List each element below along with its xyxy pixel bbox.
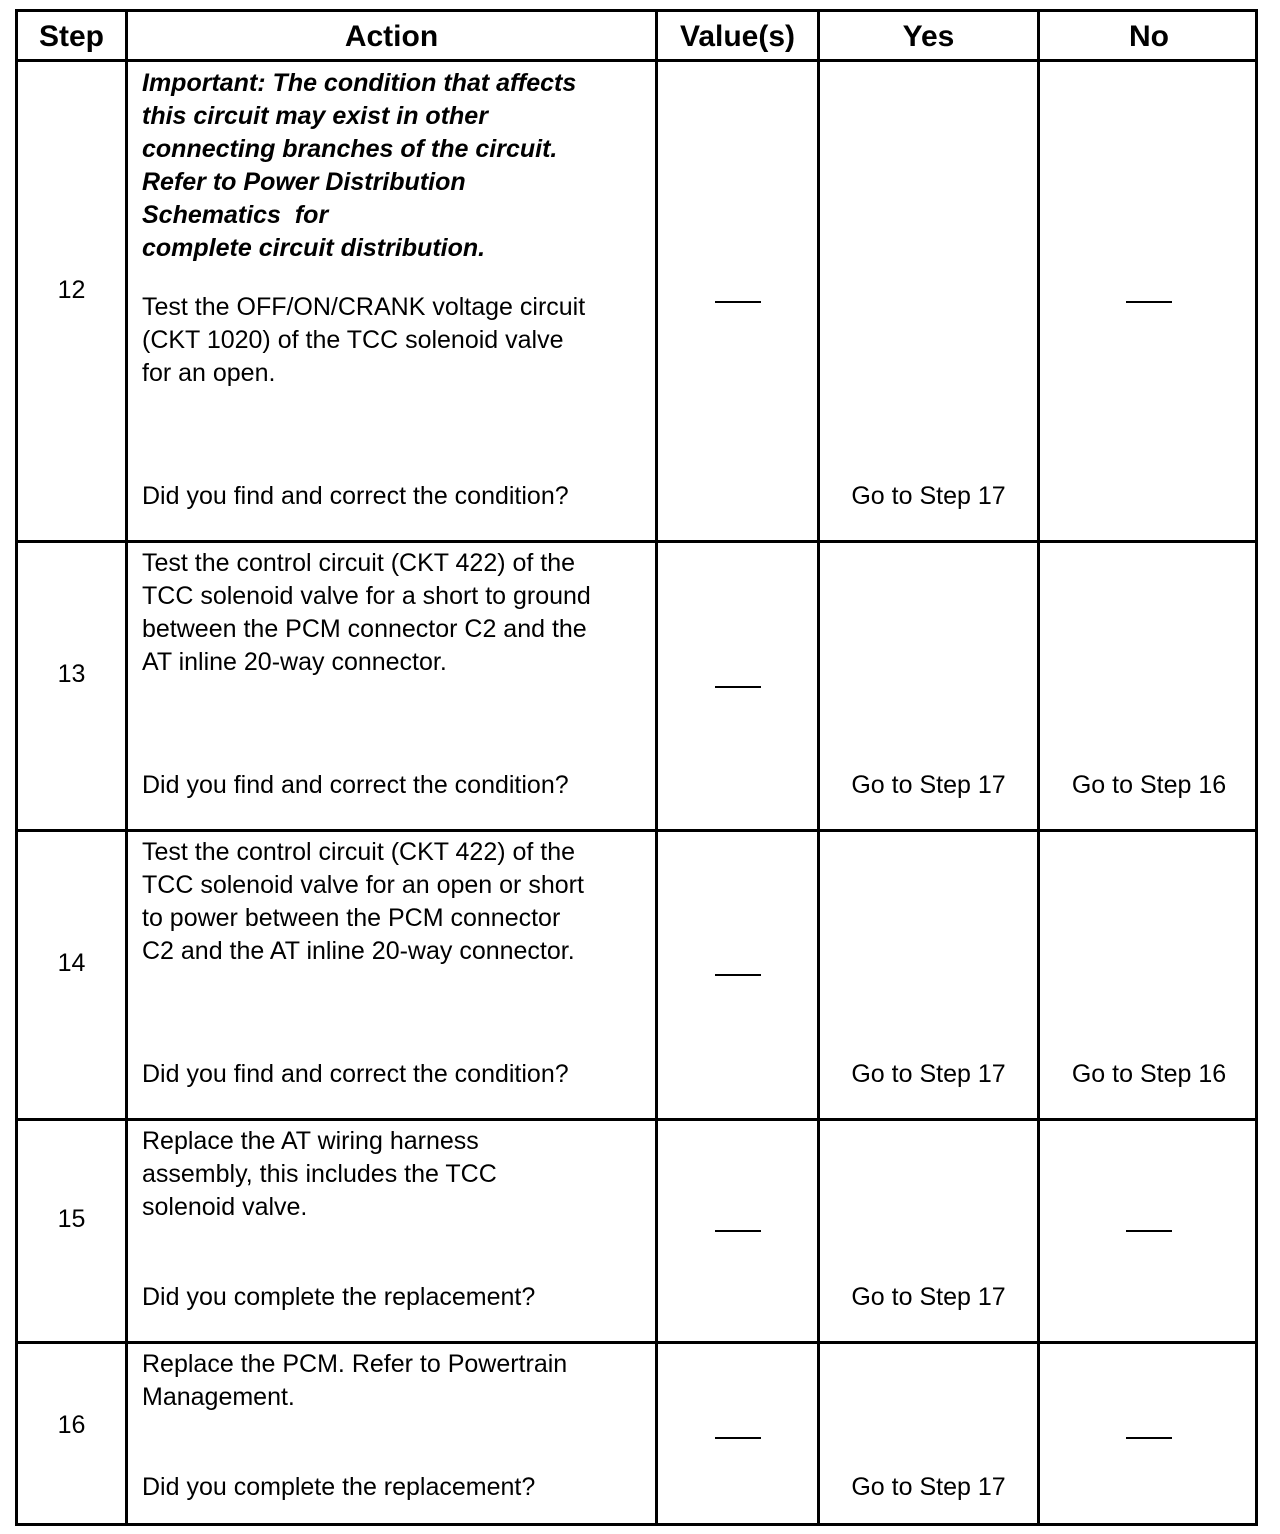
step-number: 15 <box>57 1205 86 1233</box>
header-values: Value(s) <box>679 20 796 53</box>
no-empty-dash <box>1126 1230 1172 1232</box>
value-empty-dash <box>715 1437 761 1439</box>
step-number: 13 <box>57 660 86 688</box>
column-divider <box>1037 12 1040 1523</box>
row-divider <box>18 829 1255 832</box>
yes-outcome: Go to Step 17 <box>851 771 1006 799</box>
diagnostic-table <box>15 9 1258 1526</box>
row-divider <box>18 1341 1255 1344</box>
no-outcome: Go to Step 16 <box>1071 771 1227 799</box>
action-question: Did you complete the replacement? <box>142 1283 536 1311</box>
action-text: Test the control circuit (CKT 422) of the TCC solenoid valve for a short to ground between the PCM connector C2 and the AT inline 20-way connector. <box>142 549 591 676</box>
header-action: Action <box>344 20 439 53</box>
value-empty-dash <box>715 974 761 976</box>
action-question: Did you find and correct the condition? <box>142 482 569 510</box>
column-divider <box>125 12 128 1523</box>
value-empty-dash <box>715 301 761 303</box>
no-empty-dash <box>1126 1437 1172 1439</box>
action-text: Replace the AT wiring harness assembly, this includes the TCC solenoid valve. <box>142 1127 497 1221</box>
no-empty-dash <box>1126 301 1172 303</box>
row-divider <box>18 540 1255 543</box>
header-yes: Yes <box>902 20 955 53</box>
yes-outcome: Go to Step 17 <box>851 1283 1006 1311</box>
value-empty-dash <box>715 686 761 688</box>
row-divider <box>18 1118 1255 1121</box>
yes-outcome: Go to Step 17 <box>851 1060 1006 1088</box>
no-outcome: Go to Step 16 <box>1071 1060 1227 1088</box>
action-question: Did you complete the replacement? <box>142 1473 536 1501</box>
value-empty-dash <box>715 1230 761 1232</box>
header-step: Step <box>38 20 104 53</box>
yes-outcome: Go to Step 17 <box>851 482 1006 510</box>
action-text: Test the OFF/ON/CRANK voltage circuit (CKT 1020) of the TCC solenoid valve for an open. <box>142 293 586 387</box>
important-note: Important: The condition that affects this circuit may exist in other connecting branches of the circuit. Refer to Power Distribution Schematics for complete circuit distribution. <box>142 69 577 262</box>
action-text: Replace the PCM. Refer to Powertrain Management. <box>142 1350 568 1411</box>
yes-outcome: Go to Step 17 <box>851 1473 1006 1501</box>
header-no: No <box>1129 20 1169 53</box>
step-number: 14 <box>57 949 86 977</box>
step-number: 12 <box>57 276 86 304</box>
column-divider <box>655 12 658 1523</box>
step-number: 16 <box>57 1411 86 1439</box>
action-question: Did you find and correct the condition? <box>142 771 569 799</box>
action-question: Did you find and correct the condition? <box>142 1060 569 1088</box>
action-text: Test the control circuit (CKT 422) of the TCC solenoid valve for an open or short to power between the PCM connector C2 and the AT inline 20-way connector. <box>142 838 584 965</box>
